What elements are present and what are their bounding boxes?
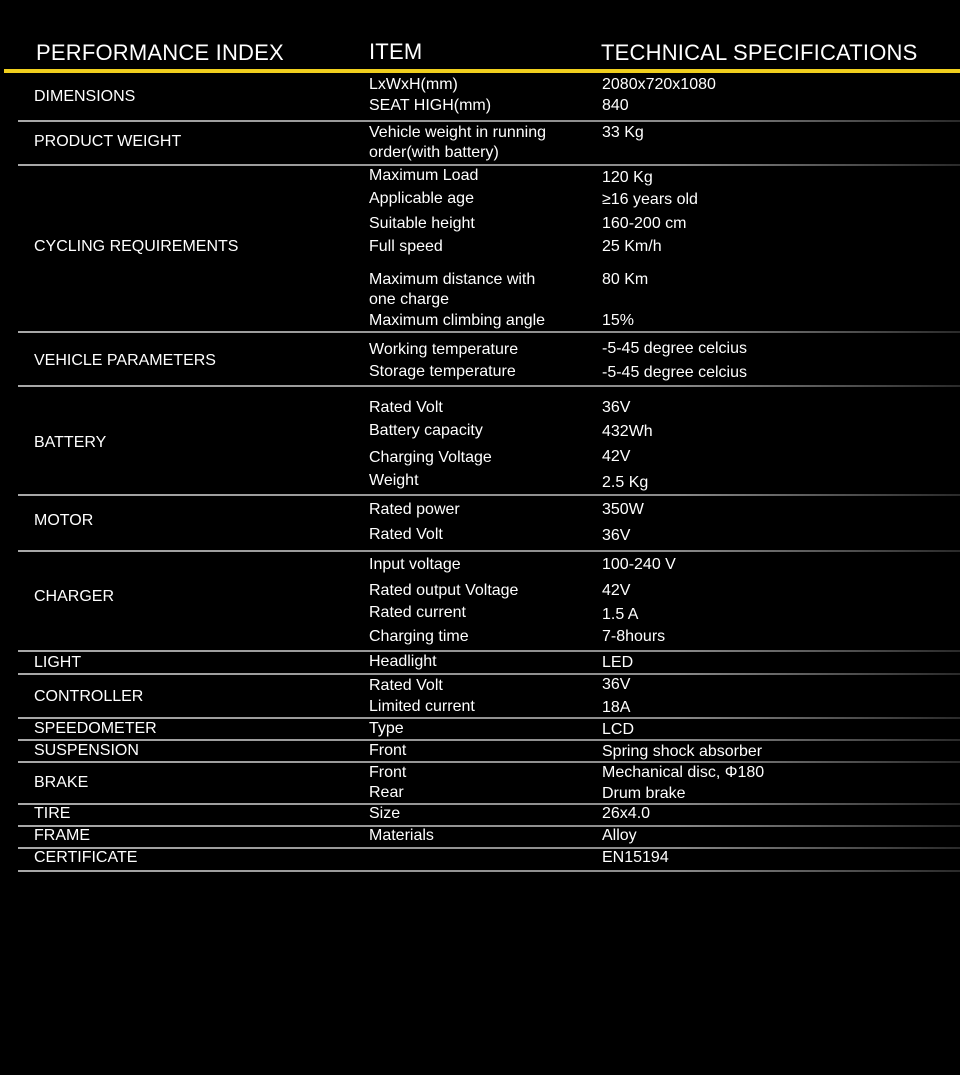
item-label: Charging time xyxy=(369,628,469,645)
category-label: SPEEDOMETER xyxy=(34,720,157,737)
spec-value: Spring shock absorber xyxy=(602,743,763,760)
spec-group-charger xyxy=(0,551,960,651)
row-divider xyxy=(18,870,960,872)
spec-value: 7-8hours xyxy=(602,628,666,645)
spec-value: LED xyxy=(602,654,634,671)
spec-group-frame xyxy=(0,826,960,848)
spec-value: 2080x720x1080 xyxy=(602,76,716,93)
category-label: DIMENSIONS xyxy=(34,88,136,105)
spec-group-controller xyxy=(0,674,960,718)
spec-value: 120 Kg xyxy=(602,169,653,186)
category-label: MOTOR xyxy=(34,512,94,529)
header-technical-specifications: TECHNICAL SPECIFICATIONS xyxy=(601,40,918,65)
category-label: CERTIFICATE xyxy=(34,849,138,866)
spec-group-speedometer xyxy=(0,718,960,740)
item-label: Weight xyxy=(369,472,419,489)
spec-value: 2.5 Kg xyxy=(602,474,649,491)
spec-value: 160-200 cm xyxy=(602,215,687,232)
category-label: PRODUCT WEIGHT xyxy=(34,133,182,150)
item-label: LxWxH(mm) xyxy=(369,76,458,93)
category-label: FRAME xyxy=(34,827,90,844)
item-label: Maximum climbing angle xyxy=(369,312,546,329)
category-label: LIGHT xyxy=(34,654,82,671)
spec-group-vehicle-parameters xyxy=(0,332,960,386)
spec-value: 36V xyxy=(602,527,631,544)
item-label: order(with battery) xyxy=(369,144,499,161)
spec-value: Drum brake xyxy=(602,785,686,802)
spec-value: 80 Km xyxy=(602,271,649,288)
spec-value: 350W xyxy=(602,501,644,518)
category-label: BRAKE xyxy=(34,774,89,791)
spec-value: 36V xyxy=(602,399,631,416)
spec-value: 840 xyxy=(602,97,629,114)
item-label: one charge xyxy=(369,291,450,308)
item-label: Rated output Voltage xyxy=(369,582,519,599)
spec-value: -5-45 degree celcius xyxy=(602,364,747,381)
category-label: CONTROLLER xyxy=(34,688,144,705)
spec-value: 100-240 V xyxy=(602,556,676,573)
spec-value: Alloy xyxy=(602,827,637,844)
category-label: SUSPENSION xyxy=(34,742,139,759)
item-label: Charging Voltage xyxy=(369,449,492,466)
spec-value: 18A xyxy=(602,699,631,716)
spec-group-brake xyxy=(0,762,960,804)
item-label: Limited current xyxy=(369,698,475,715)
spec-group-certificate xyxy=(0,848,960,871)
category-label: BATTERY xyxy=(34,434,107,451)
item-label: Rated Volt xyxy=(369,399,443,416)
spec-value: 26x4.0 xyxy=(602,805,651,822)
spec-group-dimensions xyxy=(0,73,960,121)
item-label: Type xyxy=(369,720,404,737)
spec-value: EN15194 xyxy=(602,849,669,866)
spec-value: 15% xyxy=(602,312,635,329)
spec-group-light xyxy=(0,651,960,674)
item-label: Size xyxy=(369,805,401,822)
spec-value: LCD xyxy=(602,721,635,738)
category-label: TIRE xyxy=(34,805,71,822)
spec-value: 432Wh xyxy=(602,423,653,440)
item-label: Working temperature xyxy=(369,341,519,358)
item-label: Rated Volt xyxy=(369,677,443,694)
item-label: Rated power xyxy=(369,501,460,518)
spec-group-product-weight xyxy=(0,121,960,165)
spec-group-battery xyxy=(0,386,960,495)
spec-group-motor xyxy=(0,495,960,551)
spec-group-suspension xyxy=(0,740,960,762)
item-label: Applicable age xyxy=(369,190,474,207)
item-label: Battery capacity xyxy=(369,422,483,439)
category-label: CHARGER xyxy=(34,588,115,605)
item-label: Vehicle weight in running xyxy=(369,124,547,141)
spec-group-tire xyxy=(0,804,960,826)
item-label: Headlight xyxy=(369,653,437,670)
header-item: ITEM xyxy=(369,39,423,64)
spec-value: -5-45 degree celcius xyxy=(602,340,747,357)
item-label: Materials xyxy=(369,827,434,844)
spec-value: 33 Kg xyxy=(602,124,644,141)
spec-value: 42V xyxy=(602,448,631,465)
item-label: Input voltage xyxy=(369,556,461,573)
spec-value: 25 Km/h xyxy=(602,238,662,255)
spec-value: 1.5 A xyxy=(602,606,639,623)
item-label: Maximum distance with xyxy=(369,271,536,288)
item-label: Storage temperature xyxy=(369,363,516,380)
spec-group-cycling-requirements xyxy=(0,165,960,332)
item-label: Rated Volt xyxy=(369,526,443,543)
item-label: Full speed xyxy=(369,238,443,255)
item-label: Front xyxy=(369,742,407,759)
item-label: Suitable height xyxy=(369,215,475,232)
spec-value: 36V xyxy=(602,676,631,693)
item-label: Rear xyxy=(369,784,404,801)
spec-value: Mechanical disc, Φ180 xyxy=(602,764,765,781)
spec-value: ≥16 years old xyxy=(602,191,698,208)
item-label: SEAT HIGH(mm) xyxy=(369,97,492,114)
table-header xyxy=(0,0,960,72)
spec-value: 42V xyxy=(602,582,631,599)
category-label: VEHICLE PARAMETERS xyxy=(34,352,216,369)
item-label: Front xyxy=(369,764,407,781)
category-label: CYCLING REQUIREMENTS xyxy=(34,238,239,255)
header-performance-index: PERFORMANCE INDEX xyxy=(36,40,284,65)
item-label: Maximum Load xyxy=(369,167,479,184)
item-label: Rated current xyxy=(369,604,466,621)
